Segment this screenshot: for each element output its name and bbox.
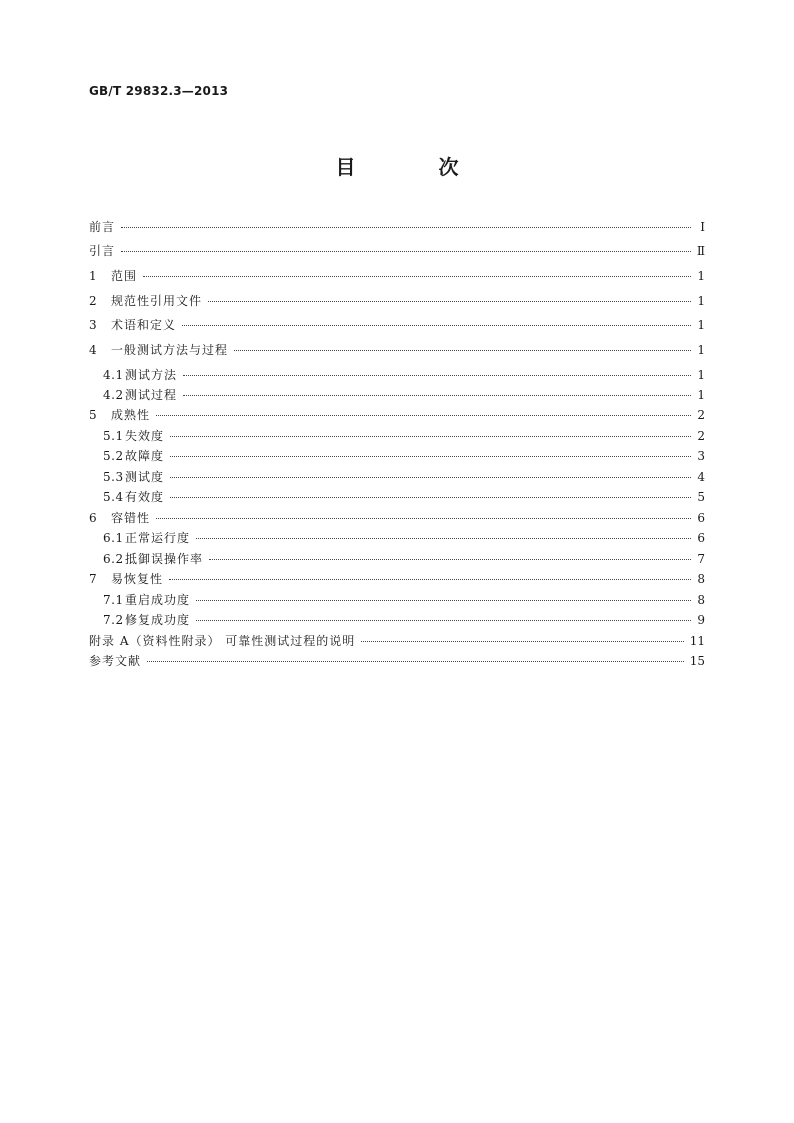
toc-entry-page: 6 [697, 511, 705, 525]
toc-entry [89, 468, 705, 486]
toc-entry-label: 易恢复性 [111, 572, 164, 586]
toc-entry-number: 4 [89, 343, 98, 357]
dot-leader [183, 374, 691, 376]
toc-entry-label: 容错性 [111, 511, 151, 525]
dot-leader [183, 394, 691, 396]
toc-entry-page: Ⅰ [700, 220, 705, 234]
toc-entry-number: 6 [89, 511, 98, 525]
toc-entry [89, 652, 705, 670]
toc-entry [89, 316, 705, 334]
toc-entry-page: 1 [697, 294, 705, 308]
toc-entry-number: 2 [89, 294, 98, 308]
dot-leader [170, 435, 691, 437]
toc-entry-label: 失效度 [125, 429, 165, 443]
toc-entry-page: 2 [697, 408, 705, 422]
toc-entry [89, 406, 705, 424]
toc-entry [89, 267, 705, 285]
toc-entry-page: 7 [697, 552, 705, 566]
toc-entry-label: 成熟性 [111, 408, 151, 422]
toc-entry-page: 1 [697, 388, 705, 402]
toc-entry-label: 测试方法 [125, 368, 178, 382]
toc-entry-label: 测试过程 [125, 388, 178, 402]
dot-leader [143, 275, 691, 277]
page-title: 目 次 [335, 155, 497, 179]
dot-leader [121, 226, 691, 228]
toc-entry-label: 抵御误操作率 [125, 552, 204, 566]
toc-entry [89, 570, 705, 588]
toc-entry-label: 正常运行度 [125, 531, 191, 545]
toc-entry-number: 5.3 [103, 470, 124, 484]
toc-entry [89, 218, 705, 236]
toc-entry-label: 规范性引用文件 [111, 294, 203, 308]
toc-entry-number: 4.2 [103, 388, 124, 402]
toc-entry-page: 8 [697, 593, 705, 607]
toc-entry [89, 386, 705, 404]
toc-entry-number: 5.2 [103, 449, 124, 463]
toc-entry-number: 6.2 [103, 552, 124, 566]
toc-entry-label: 术语和定义 [111, 318, 177, 332]
toc-entry-label: 故障度 [125, 449, 165, 463]
toc-entry [89, 529, 705, 547]
dot-leader [196, 537, 691, 539]
toc-entry-number: 7.2 [103, 613, 124, 627]
toc-entry-number: 6.1 [103, 531, 124, 545]
toc-entry-number: 7.1 [103, 593, 124, 607]
toc-entry-number: 5 [89, 408, 98, 422]
toc-entry [89, 488, 705, 506]
dot-leader [182, 324, 691, 326]
dot-leader [196, 599, 691, 601]
dot-leader [147, 660, 684, 662]
toc-entry-page: 1 [697, 343, 705, 357]
toc-entry-page: 5 [697, 490, 705, 504]
dot-leader [170, 455, 691, 457]
dot-leader [156, 414, 691, 416]
toc-entry [89, 292, 705, 310]
toc-entry-label: 一般测试方法与过程 [111, 343, 229, 357]
toc-entry-page: 1 [697, 269, 705, 283]
dot-leader [156, 517, 691, 519]
toc-entry-page: 4 [697, 470, 705, 484]
toc-entry-label: 前言 [89, 220, 116, 234]
toc-entry-label: 引言 [89, 244, 116, 258]
toc-entry [89, 632, 705, 650]
toc-entry [89, 591, 705, 609]
dot-leader [361, 640, 683, 642]
toc-entry-number: 5.1 [103, 429, 124, 443]
toc-entry-number: 5.4 [103, 490, 124, 504]
toc-entry [89, 447, 705, 465]
dot-leader [121, 250, 691, 252]
toc-entry-page: 15 [689, 654, 705, 668]
toc-entry-label: 参考文献 [89, 654, 142, 668]
dot-leader [169, 578, 691, 580]
toc-entry-label: 重启成功度 [125, 593, 191, 607]
toc-entry-number: 7 [89, 572, 98, 586]
toc-entry-page: 3 [697, 449, 705, 463]
toc-entry-label: 范围 [111, 269, 138, 283]
toc-entry-page: 1 [697, 368, 705, 382]
document-code: GB/T 29832.3—2013 [89, 84, 229, 98]
toc-entry [89, 341, 705, 359]
toc-entry [89, 427, 705, 445]
toc-entry-label: 测试度 [125, 470, 165, 484]
dot-leader [196, 619, 691, 621]
toc-entry-label: 修复成功度 [125, 613, 191, 627]
toc-entry-number: 1 [89, 269, 98, 283]
toc-entry-number: 3 [89, 318, 98, 332]
dot-leader [170, 476, 691, 478]
toc-entry [89, 366, 705, 384]
toc-entry [89, 611, 705, 629]
dot-leader [209, 558, 691, 560]
toc-entry [89, 509, 705, 527]
toc-entry-label: 有效度 [125, 490, 165, 504]
dot-leader [208, 300, 691, 302]
toc-entry-page: 8 [697, 572, 705, 586]
toc-entry-number: 4.1 [103, 368, 124, 382]
toc-entry-page: 2 [697, 429, 705, 443]
toc-entry-page: 1 [697, 318, 705, 332]
toc-entry-page: 6 [697, 531, 705, 545]
toc-entry-page: 9 [697, 613, 705, 627]
dot-leader [170, 496, 691, 498]
toc-entry [89, 550, 705, 568]
dot-leader [234, 349, 691, 351]
toc-entry-page: Ⅱ [696, 244, 705, 258]
toc-entry [89, 242, 705, 260]
toc-entry-label: 附录 A（资料性附录） 可靠性测试过程的说明 [89, 634, 356, 648]
toc-entry-page: 11 [689, 634, 705, 648]
